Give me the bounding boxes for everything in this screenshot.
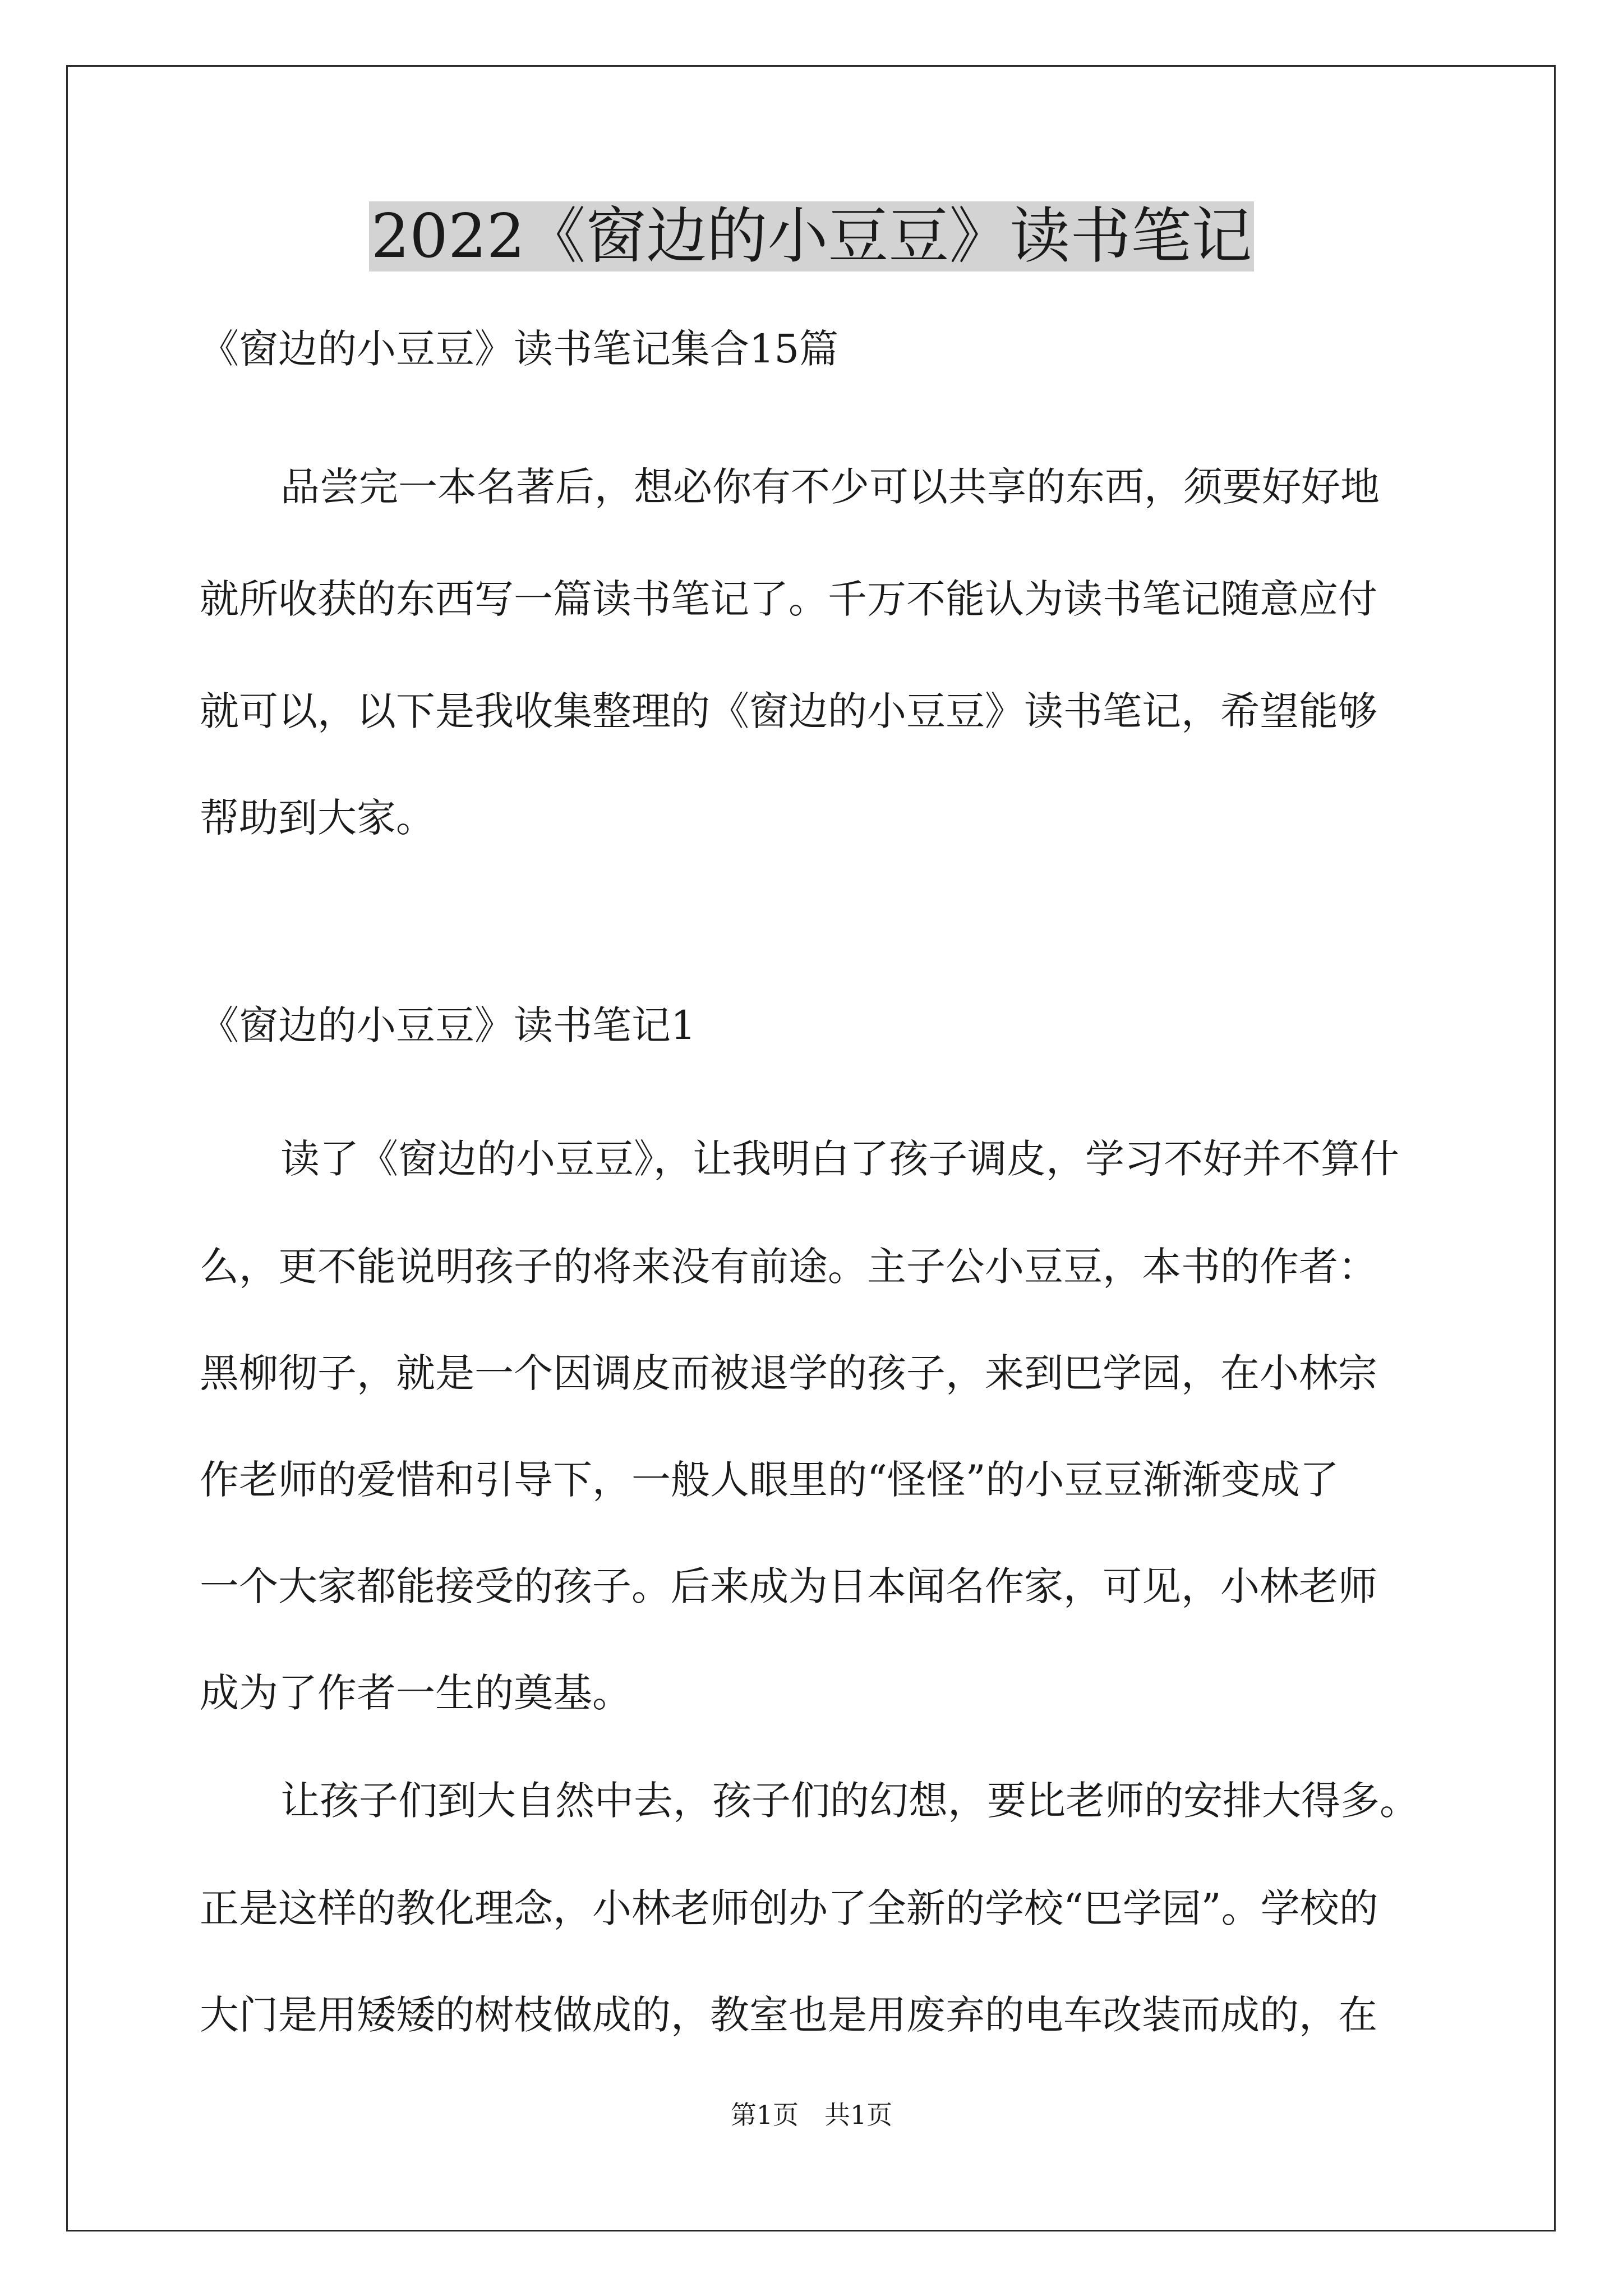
document-title-text: 2022《窗边的小豆豆》读书笔记 <box>369 201 1255 272</box>
paragraph-line: 成为了作者一生的奠基。 <box>200 1670 631 1716</box>
page-footer: 第1页 共1页 <box>730 2100 893 2130</box>
intro-line: 就可以，以下是我收集整理的《窗边的小豆豆》读书笔记，希望能够 <box>200 688 1377 734</box>
intro-line: 品尝完一本名著后，想必你有不少可以共享的东西，须要好好地 <box>280 464 1380 510</box>
paragraph-line: 读了《窗边的小豆豆》，让我明白了孩子调皮，学习不好并不算什 <box>280 1136 1399 1182</box>
paragraph-line: 黑柳彻子，就是一个因调皮而被退学的孩子，来到巴学园，在小林宗 <box>200 1350 1377 1396</box>
section-heading: 《窗边的小豆豆》读书笔记1 <box>200 1002 696 1048</box>
subtitle: 《窗边的小豆豆》读书笔记集合15篇 <box>200 326 839 372</box>
paragraph-line: 一个大家都能接受的孩子。后来成为日本闻名作家，可见，小林老师 <box>200 1563 1377 1609</box>
paragraph-line: 让孩子们到大自然中去，孩子们的幻想，要比老师的安排大得多。 <box>280 1778 1419 1824</box>
intro-line: 就所收获的东西写一篇读书笔记了。千万不能认为读书笔记随意应付 <box>200 576 1377 622</box>
paragraph-line: 正是这样的教化理念，小林老师创办了全新的学校“巴学园”。学校的 <box>200 1885 1378 1931</box>
document-title <box>0 197 1623 276</box>
paragraph-line: 么，更不能说明孩子的将来没有前途。主子公小豆豆，本书的作者： <box>200 1244 1377 1290</box>
paragraph-line: 作老师的爱惜和引导下，一般人眼里的“怪怪”的小豆豆渐渐变成了 <box>200 1457 1339 1503</box>
intro-line: 帮助到大家。 <box>200 795 435 841</box>
paragraph-line: 大门是用矮矮的树枝做成的，教室也是用废弃的电车改装而成的，在 <box>200 1992 1377 2038</box>
